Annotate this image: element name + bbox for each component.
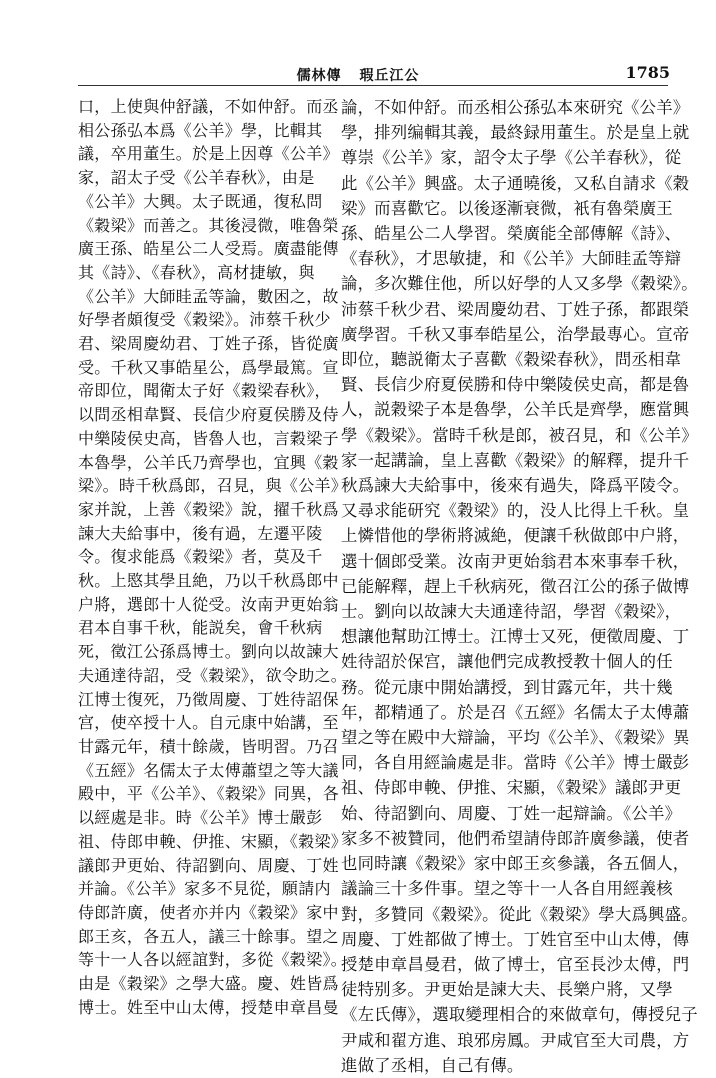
translation-text-line: 年，都精通了。於是召《五經》名儒太子太傅蕭 [341,702,690,722]
translation-text-line: 議論三十多件事。望之等十一人各自用經義核 [341,879,673,899]
classical-text-line: 君、梁周慶幼君、丁姓子孫，皆從廣 [78,334,339,354]
translation-text-column [341,95,698,1078]
translation-text-line: 人，説穀梁子本是魯學，公羊氏是齊學，應當興 [341,400,690,420]
classical-text-line: 死，徵江公孫爲博士。劉向以故諫大 [78,642,339,662]
translation-text-line: 孫、皓星公二人學習。榮廣能全部傳解《詩》、 [341,224,682,244]
translation-text-line: 也同時讓《穀梁》家中郎王亥參議，各五個人， [341,854,690,874]
translation-text-line: 又尋求能研究《穀梁》的，没人比得上千秋。皇 [341,501,690,521]
translation-text-line: 尊崇《公羊》家，詔令太子學《公羊春秋》，從 [341,148,682,168]
classical-text-line: 中樂陵侯史高，皆魯人也，言穀梁子 [78,428,339,448]
classical-text-line: 《公羊》大興。太子既通，復私問 [78,191,323,211]
translation-text-line: 《春秋》，才思敏捷，和《公羊》大師眭孟等辯 [341,249,682,269]
translation-text-line: 家多不被贊同，他們希望請侍郎許廣參議，使者 [341,828,690,848]
translation-text-line: 始、待詔劉向、周慶、丁姓一起辯論。《公羊》 [341,803,682,823]
classical-text-line: 其《詩》、《春秋》，高材捷敏，與 [78,262,315,282]
translation-text-line: 此《公羊》興盛。太子通曉後，又私自請求《穀 [341,173,690,193]
classical-text-line: 殿中，平《公羊》、《穀梁》同異，各 [78,784,340,804]
translation-text-line: 務。從元康中開始講授，到甘露元年，共十幾 [341,677,673,697]
classical-text-line: 口，上使與仲舒議，不如仲舒。而丞 [78,97,339,116]
classical-text-line: 由是《穀梁》之學大盛。慶、姓皆爲 [78,974,339,994]
translation-text-line: 徒特别多。尹更始是諫大夫、長樂户將，又學 [341,980,673,1000]
translation-text-line: 論，多次難住他，所以好學的人又多學《穀梁》。 [341,274,698,294]
classical-text-line: 《五經》名儒太子太傅蕭望之等大議 [78,760,339,780]
classical-text-line: 夫通達待詔，受《穀梁》，欲令助之。 [78,665,348,685]
translation-text-line: 周慶、丁姓都做了博士。丁姓官至中山太傅，傳 [341,929,690,949]
classical-text-line: 梁》。時千秋爲郎，召見，與《公羊》 [78,476,348,496]
translation-text-line: 廣學習。千秋又事奉皓星公，治學最專心。宣帝 [341,324,690,344]
classical-text-line: 户將，選郎十人從受。汝南尹更始翁 [78,594,339,614]
classical-text-line: 議，卒用董生。於是上因尊《公羊》 [78,144,339,164]
translation-text-line: 祖、侍郎申輓、伊推、宋顯，《穀梁》議郎尹更 [341,778,682,798]
classical-text-line: 博士。姓至中山太傅，授楚申章昌曼 [78,997,339,1017]
translation-text-line: 《左氏傳》，選取變理相合的來做章句，傳授兒子 [341,1005,698,1025]
classical-text-line: 并論。《公羊》家多不見從，願請内 [78,879,331,899]
classical-text-line: 議郎尹更始、待詔劉向、周慶、丁姓 [78,855,339,875]
translation-text-line: 沛蔡千秋少君、梁周慶幼君、丁姓子孫，都跟榮 [341,299,690,319]
classical-text-line: 相公孫弘本爲《公羊》學，比輯其 [78,120,323,140]
classical-text-line: 帝即位，聞衛太子好《穀梁春秋》， [78,381,331,401]
classical-text-line: 郎王亥，各五人，議三十餘事。望之 [78,926,339,946]
translation-text-line: 姓待詔於保宫，讓他們完成教授教十個人的任 [341,652,673,672]
classical-text-line: 以經處是非。時《公羊》博士嚴彭 [78,808,323,828]
classical-text-line: 甘露元年，積十餘歲，皆明習。乃召 [78,736,339,756]
translation-text-line: 梁》而喜歡它。以後逐漸衰微，衹有魯榮廣王 [341,198,673,218]
translation-text-line: 即位，聽説衛太子喜歡《穀梁春秋》，問丞相韋 [341,350,682,370]
translation-text-line: 已能解釋，趕上千秋病死，徵召江公的孫子做博 [341,576,690,596]
header-book-title: 儒林傳 [296,68,342,84]
running-header [0,65,716,85]
classical-text-line: 等十一人各以經誼對，多從《穀梁》。 [78,950,348,970]
translation-text-line: 家一起講論，皇上喜歡《穀梁》的解釋，提升千 [341,450,690,470]
classical-text-line: 家，詔太子受《公羊春秋》，由是 [78,168,315,188]
classical-text-line: 家并說，上善《穀梁》說，擢千秋爲 [78,499,339,519]
classical-text-line: 《穀梁》而善之。其後浸微，唯魯榮 [78,215,339,235]
classical-text-line: 諫大夫給事中，後有過，左遷平陵 [78,523,323,543]
translation-text-line: 想讓他幫助江博士。江博士又死，便徵周慶、丁 [341,627,690,647]
classical-text-line: 侍郎許廣，使者亦并内《穀梁》家中 [78,902,339,922]
header-rule [78,85,668,86]
classical-text-line: 祖、侍郎申輓、伊推、宋顯，《穀梁》 [78,831,348,851]
classical-text-column [78,95,348,1019]
translation-text-line: 望之等在殿中大辯論，平均《公羊》、《穀梁》異 [341,728,690,748]
classical-text-line: 以問丞相韋賢、長信少府夏侯勝及侍 [78,405,339,425]
translation-text-line: 秋爲諫大夫給事中，後來有過失，降爲平陵令。 [341,476,690,496]
classical-text-line: 好學者頗復受《穀梁》。沛蔡千秋少 [78,310,331,330]
page-number: 1785 [625,63,670,82]
translation-text-line: 授楚申章昌曼君，做了博士，官至長沙太傅，門 [341,954,690,974]
translation-text-line: 論，不如仲舒。而丞相公孫弘本來研究《公羊》 [341,98,690,117]
classical-text-line: 廣王孫、皓星公二人受焉。廣盡能傳 [78,239,339,259]
translation-text-line: 士。劉向以故諫大夫通達待詔，學習《穀梁》， [341,602,682,622]
translation-text-line: 賢、長信少府夏侯勝和侍中樂陵侯史高，都是魯 [341,375,690,395]
classical-text-line: 本魯學，公羊氏乃齊學也，宜興《穀 [78,452,339,472]
classical-text-line: 君本自事千秋，能説矣，會千秋病 [78,618,323,638]
classical-text-line: 宫，使卒授十人。自元康中始講，至 [78,713,339,733]
classical-text-line: 江博士復死，乃徵周慶、丁姓待詔保 [78,689,339,709]
translation-text-line: 對，多贊同《穀梁》。從此《穀梁》學大爲興盛。 [341,904,698,924]
translation-text-line: 同，各自用經論處是非。當時《公羊》博士嚴彭 [341,753,690,773]
translation-text-line: 選十個郎受業。汝南尹更始翁君本來事奉千秋， [341,551,690,571]
translation-text-line: 學《穀梁》。當時千秋是郎，被召見，和《公羊》 [341,425,698,445]
classical-text-line: 秋。上愍其學且絶，乃以千秋爲郎中 [78,571,339,591]
classical-text-line: 《公羊》大師眭孟等論，數困之，故 [78,286,339,306]
header-chapter-title: 瑕丘江公 [359,68,420,84]
translation-text-line: 尹咸和翟方進、琅邪房鳳。尹咸官至大司農，方 [341,1030,690,1050]
classical-text-line: 令。復求能爲《穀梁》者，莫及千 [78,547,323,567]
translation-text-line: 進做了丞相，自己有傳。 [341,1055,524,1075]
translation-text-line: 學，排列编輯其義，最終録用董生。於是皇上就 [341,123,690,143]
classical-text-line: 受。千秋又事皓星公，爲學最篤。宣 [78,357,339,377]
translation-text-line: 上憐惜他的學術將滅絶，便讓千秋做郎中户將， [341,526,690,546]
